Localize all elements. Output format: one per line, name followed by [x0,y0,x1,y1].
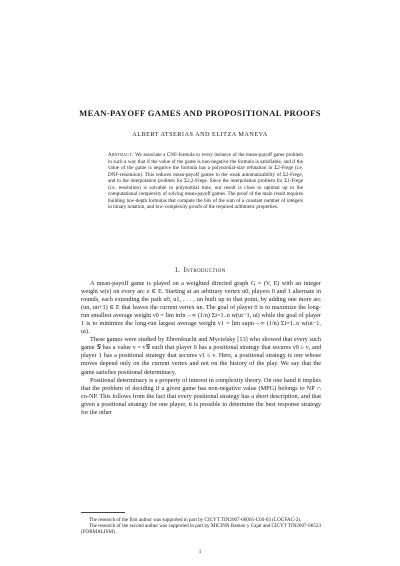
abstract [108,152,303,211]
body-paragraph-3: Positional determinacy is a property of interest in complexity theory. On one hand it implies that the problem of deciding if a given game has non-negative value (MPG) belongs to NP ∩ co-NP. This follows from the fact that every positional strategy has a short description, and that given a positional strategy for one player, it is possible to determine the best response strategy for the other [81,376,321,416]
section-body [81,280,321,417]
paper-title: MEAN-PAYOFF GAMES AND PROPOSITIONAL PROOFS [79,108,321,118]
page-number: 1 [198,549,202,555]
section-number: 1. [174,267,180,274]
footnote-2: The research of the second author was supported in part by MICINN Ramon y Cajal and CICYT TIN2007-66523 (FORMALISM). [81,523,321,536]
footnote-rule [81,512,125,513]
footnotes [81,517,321,535]
section-title: Introduction [183,267,226,274]
abstract-label: Abstract. [108,152,134,158]
section-heading [0,267,400,274]
body-paragraph-1: A mean-payoff game is played on a weighted directed graph G = (V, E) with an integer weight w(e) on every arc e ∈ E. Starting at an arbitrary vertex u0, players 0 and 1 alternate in rounds, each extending the path u0, u1, . . . , un built up to that point, by adding one more arc (un, un+1) ∈ E that leaves the current vertex un. The goal of player 0 is to maximize the long-run smallest average weight ν0 = lim infn→∞ (1/n) Σi=1..n w(ui−1, ui) while the goal of player 1 is to minimize the long-run largest average weight ν1 = lim supn→∞ (1/n) Σi=1..n w(ui−1, ui). [81,280,321,336]
paper-authors: ALBERT ATSERIAS AND ELITZA MANEVA [132,131,268,138]
footnote-1: The research of the first author was supported in part by CICYT TIN2007-68005-C04-03 (LOGFAC-2). [89,517,302,523]
abstract-text: We associate a CNF-formula to every instance of the mean-payoff game problem in such a way that if the value of the game is non-negative the formula is satisfiable, and if the value of the game is negative the formula has a polynomial-size refutation in Σ2-Frege (i.e. DNF-resolution). This reduces mean-payoff games to the weak automatizability of Σ2-Frege, and to the interpolation problem for Σ2,2-Frege. Since the interpolation problem for Σ1-Frege (i.e. resolution) is solvable in polynomial time, our result is close to optimal up to the computational complexity of solving mean-payoff games. The proof of the main result requires building low-depth formulas that compute the bits of the sum of a constant number of integers in binary notation, and low-complexity proofs of the required arithmetic properties. [108,152,303,210]
body-paragraph-2: These games were studied by Ehrenfeucht and Mycielsky [13] who showed that every such game 𝒢 has a value ν = ν𝒢 such that player 0 has a positional strategy that secures ν0 ≥ ν, and player 1 has a positional strategy that secures ν1 ≤ ν. Here, a positional strategy is one whose moves depend only on the current vertex and not on the history of the play. We say that the game satisfies positional determinacy. [81,336,321,376]
